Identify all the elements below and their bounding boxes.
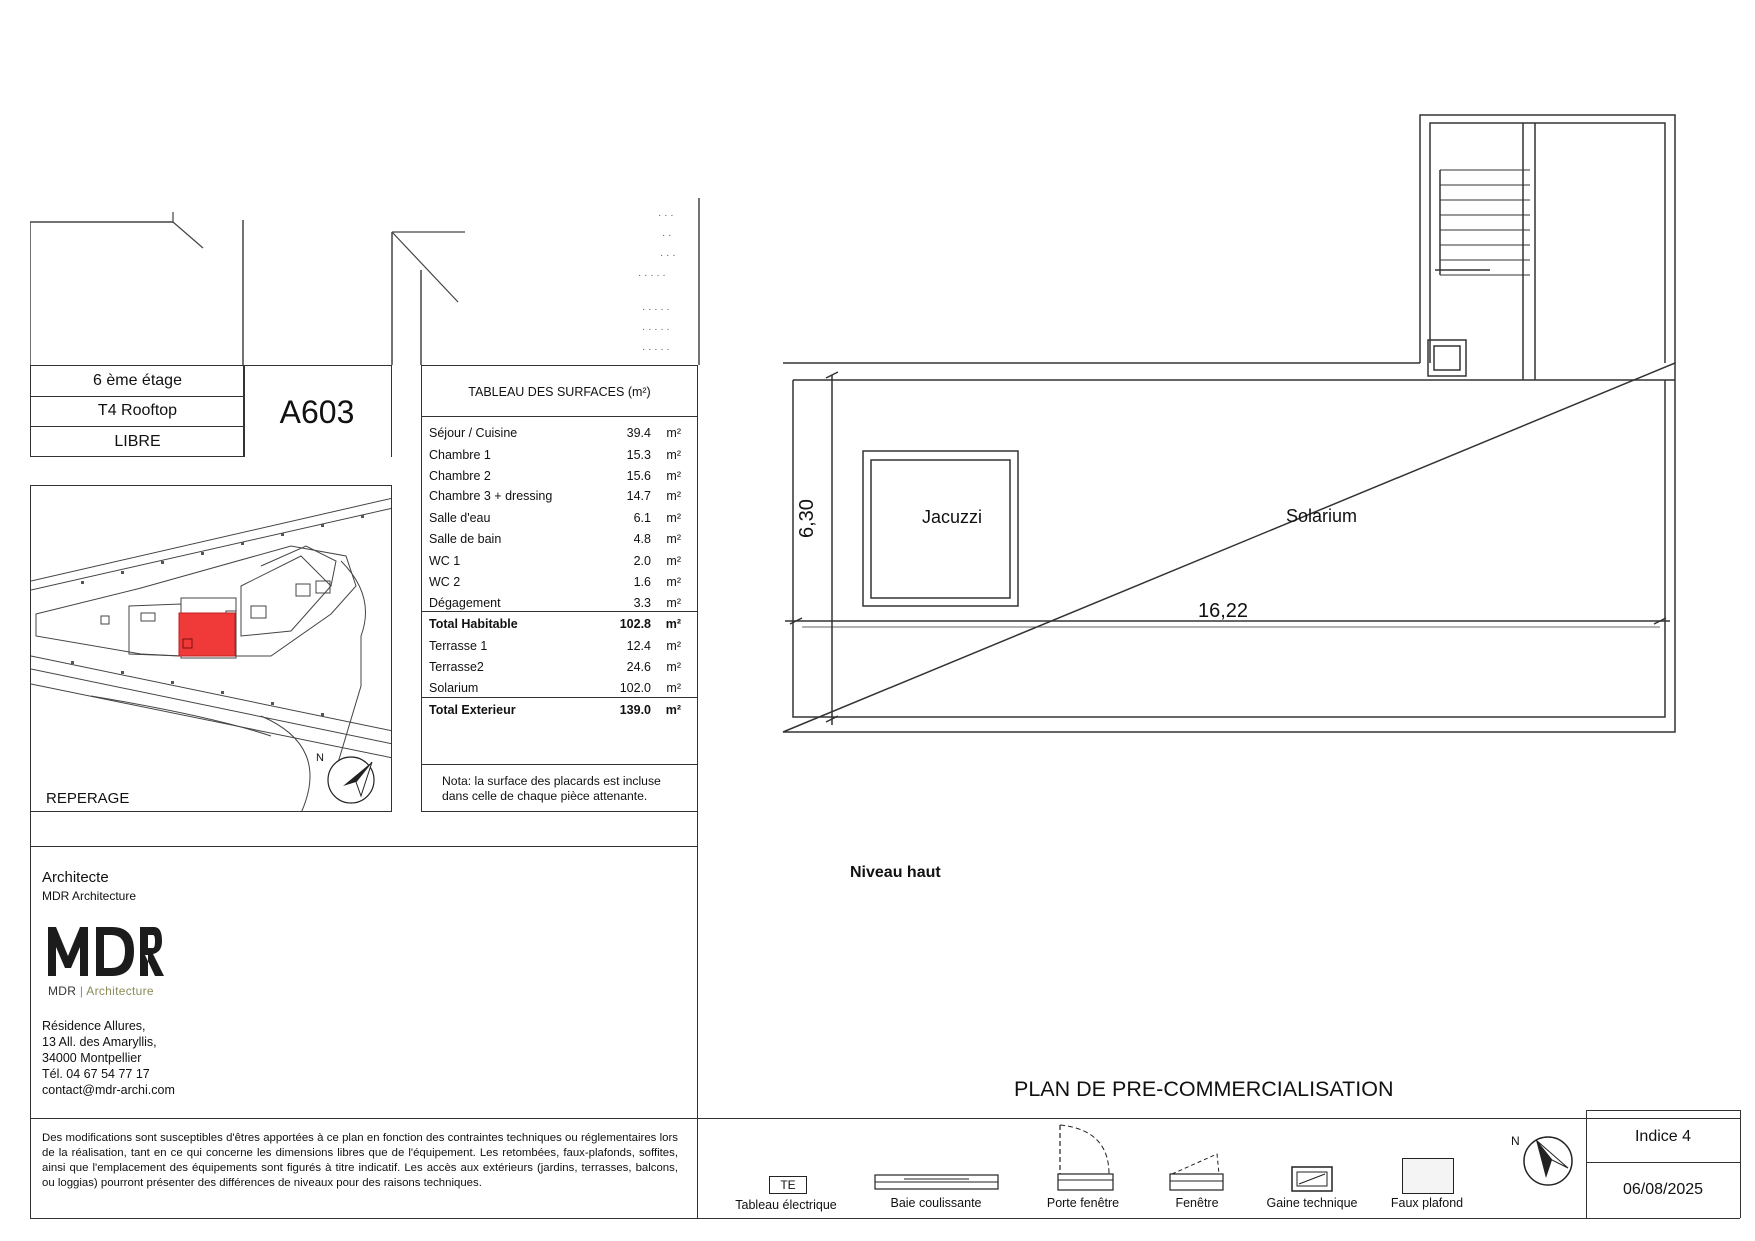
footer-indice-mid xyxy=(1586,1162,1740,1163)
surface-room: Dégagement xyxy=(429,596,501,610)
mdr-logo-subtitle: MDR | Architecture xyxy=(48,984,154,998)
surface-room: Salle de bain xyxy=(429,532,502,546)
surface-unit: m² xyxy=(666,469,681,483)
architect-address xyxy=(42,1018,175,1098)
svg-text:· · · · ·: · · · · · xyxy=(642,304,670,315)
surface-unit: m² xyxy=(666,639,681,653)
floor-label: 6 ème étage xyxy=(93,371,182,389)
sheet-date: 06/08/2025 xyxy=(1622,1181,1704,1198)
address-phone: Tél. 04 67 54 77 17 xyxy=(42,1067,150,1081)
architect-heading: Architecte xyxy=(42,869,109,886)
surface-row xyxy=(429,551,697,572)
svg-text:· · ·: · · · xyxy=(658,210,674,221)
svg-text:· · · · ·: · · · · · xyxy=(642,344,670,355)
surface-row xyxy=(429,508,697,529)
surface-row xyxy=(429,529,697,550)
surface-value: 15.3 xyxy=(626,448,651,462)
surface-value: 2.0 xyxy=(633,554,651,568)
te-icon-text: TE xyxy=(780,1178,796,1192)
surface-unit: m² xyxy=(666,448,681,462)
address-line: 13 All. des Amaryllis, xyxy=(42,1035,157,1049)
french-window-icon xyxy=(1057,1122,1115,1194)
staircase xyxy=(1440,170,1530,275)
lot-number: A603 xyxy=(279,394,355,430)
solarium-label: Solarium xyxy=(1286,506,1358,526)
surface-row xyxy=(429,678,697,699)
surface-value: 12.4 xyxy=(626,639,651,653)
surface-unit: m² xyxy=(666,426,681,440)
surface-row xyxy=(429,614,697,635)
surface-room: Salle d'eau xyxy=(429,511,491,525)
footer-indice-top xyxy=(1586,1110,1740,1111)
surface-room: WC 1 xyxy=(429,554,461,568)
svg-text:· ·: · · xyxy=(662,230,672,241)
surface-unit: m² xyxy=(666,596,681,610)
footer-top-line xyxy=(30,1118,1740,1119)
north-arrow-icon xyxy=(1518,1130,1578,1190)
surface-value: 102.0 xyxy=(619,681,651,695)
surface-value: 39.4 xyxy=(626,426,651,440)
surface-value: 139.0 xyxy=(619,703,651,717)
surface-unit: m² xyxy=(666,660,681,674)
surface-unit: m² xyxy=(666,554,681,568)
surface-value: 102.8 xyxy=(619,617,651,631)
mdr-logo xyxy=(46,921,164,981)
mdr-logo-sub-right: Architecture xyxy=(86,984,154,998)
dimension-height: 6,30 xyxy=(796,499,818,538)
surface-value: 1.6 xyxy=(633,575,651,589)
surface-value: 3.3 xyxy=(633,596,651,610)
surface-room: Chambre 2 xyxy=(429,469,491,483)
reperage-label: REPERAGE xyxy=(46,790,130,807)
svg-text:· · ·: · · · xyxy=(660,250,676,261)
surface-room: Séjour / Cuisine xyxy=(429,426,518,440)
te-icon xyxy=(769,1176,807,1194)
surface-value: 4.8 xyxy=(633,532,651,546)
surface-room: Solarium xyxy=(429,681,479,695)
header-lot-divider xyxy=(391,365,392,457)
legend-french-window: Porte fenêtre xyxy=(1046,1196,1120,1210)
surface-row xyxy=(429,466,697,487)
surface-unit: m² xyxy=(665,617,681,631)
surface-room: Terrasse 1 xyxy=(429,639,488,653)
svg-text:· · · · ·: · · · · · xyxy=(638,270,666,281)
legend-sliding-door: Baie coulissante xyxy=(890,1196,982,1210)
surface-room: Total Exterieur xyxy=(429,703,516,717)
header-top-line xyxy=(243,365,391,366)
surface-room: WC 2 xyxy=(429,575,461,589)
surfaces-note: Nota: la surface des placards est incluse dans celle de chaque pièce attenante. xyxy=(442,774,661,803)
window-icon xyxy=(1169,1148,1225,1194)
site-plan-drawing xyxy=(31,486,392,812)
note-line xyxy=(421,764,698,765)
architect-name: MDR Architecture xyxy=(42,889,137,903)
surface-room: Chambre 1 xyxy=(429,448,491,462)
total-habitable-line xyxy=(421,611,698,612)
surface-row xyxy=(429,445,697,466)
reperage-map xyxy=(30,485,392,812)
footer-right-edge xyxy=(1740,1110,1741,1218)
left-panel-divider xyxy=(697,812,698,1218)
dimension-width: 16,22 xyxy=(1198,600,1249,622)
false-ceiling-icon xyxy=(1402,1158,1454,1194)
surface-unit: m² xyxy=(666,489,681,503)
total-exterieur-line xyxy=(421,697,698,698)
surface-row xyxy=(429,636,697,657)
architect-top-line xyxy=(30,846,698,847)
svg-text:· · · · ·: · · · · · xyxy=(642,324,670,335)
surface-row xyxy=(429,700,697,721)
legend-electrical-panel: Tableau électrique xyxy=(735,1198,837,1212)
surface-unit: m² xyxy=(666,532,681,546)
rooftop-floor-plan xyxy=(770,110,1680,750)
surfaces-title: TABLEAU DES SURFACES (m²) xyxy=(468,385,651,399)
address-line: 34000 Montpellier xyxy=(42,1051,142,1065)
footer-north-label: N xyxy=(1511,1134,1520,1148)
technical-duct-icon xyxy=(1291,1166,1333,1192)
sliding-door-icon xyxy=(874,1170,999,1192)
surface-row xyxy=(429,572,697,593)
apartment-type: T4 Rooftop xyxy=(97,402,178,419)
surface-unit: m² xyxy=(665,703,681,717)
indice-label: Indice 4 xyxy=(1634,1128,1692,1145)
jacuzzi-label: Jacuzzi xyxy=(922,507,983,527)
surface-room: Terrasse2 xyxy=(429,660,484,674)
surface-value: 24.6 xyxy=(626,660,651,674)
surface-value: 15.6 xyxy=(626,469,651,483)
address-email[interactable]: contact@mdr-archi.com xyxy=(42,1083,175,1097)
footer-bottom-line xyxy=(30,1218,1740,1219)
address-line: Résidence Allures, xyxy=(42,1019,146,1033)
surface-room: Chambre 3 + dressing xyxy=(429,489,553,503)
availability-status: LIBRE xyxy=(114,432,161,450)
reperage-north-label: N xyxy=(316,752,324,764)
mdr-logo-mark xyxy=(46,921,164,981)
legend-window: Fenêtre xyxy=(1175,1196,1219,1210)
legend-technical-duct: Gaine technique xyxy=(1266,1196,1358,1210)
surface-row xyxy=(429,657,697,678)
apartment-location-highlight xyxy=(179,613,235,656)
surface-room: Total Habitable xyxy=(429,617,518,631)
sheet-title: PLAN DE PRE-COMMERCIALISATION xyxy=(1014,1077,1394,1101)
surface-unit: m² xyxy=(666,681,681,695)
surface-row xyxy=(429,486,697,507)
surfaces-header-line xyxy=(421,416,698,417)
left-panel-edge xyxy=(30,812,31,1218)
surface-unit: m² xyxy=(666,511,681,525)
surface-row xyxy=(429,423,697,444)
legend-false-ceiling: Faux plafond xyxy=(1390,1196,1464,1210)
surface-value: 6.1 xyxy=(633,511,651,525)
disclaimer-text: Des modifications sont susceptibles d'êtres apportées à ce plan en fonction des contraintes techniques ou réglementaires lors de la réalisation, tant en ce qui concerne les dimensions libres que de l'équipement. Les retombées, faux-plafonds, soffites, ainsi que l'emplacement des équipements sont figurés à titre indicatif. Les accès aux extérieurs (jardins, terrasses, balcons, ou loggias) pourront présenter des différences de niveaux pour des raisons techniques. xyxy=(42,1132,678,1189)
surface-value: 14.7 xyxy=(626,489,651,503)
mdr-logo-sub-left: MDR xyxy=(48,984,77,998)
surface-unit: m² xyxy=(666,575,681,589)
level-label: Niveau haut xyxy=(850,864,941,881)
upper-plan-sketch xyxy=(30,190,700,370)
